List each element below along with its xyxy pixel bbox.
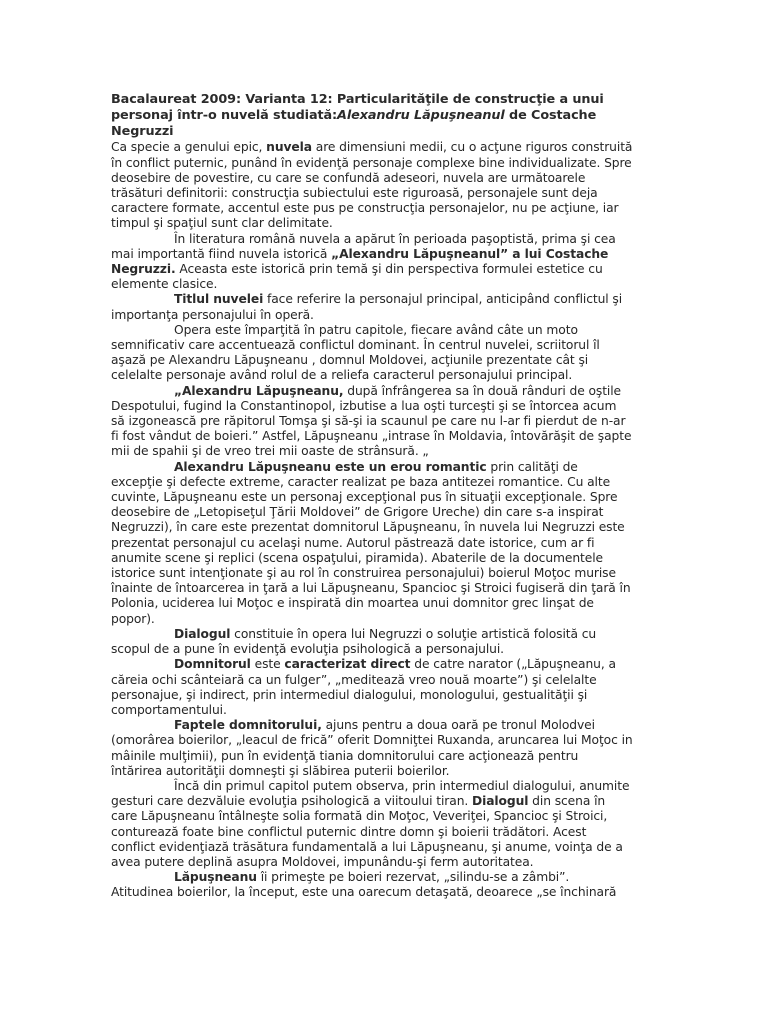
paragraph-p10 [111,779,633,870]
bold-text: nuvela [266,140,312,155]
text-run: din scena în care Lăpuşneanu întâlneşte solia formată din Moţoc, Veveriţei, Spancioc şi Stroici, conturează foate bine conflictul puternic dintre domn şi boierii trădători. Acest conflict evidenţiază trăsătura fundamentală a lui Lăpuşneanu, şi anume, voinţa de a avea putere deplină asupra Moldovei, impunându-şi ferm autoritatea. [111,794,623,869]
text-run: de catre narator („Lăpuşneanu, a căreia ochi scânteiară ca un fulger”, „meditează vreo nouă moarte”) şi celelalte personajue, şi indirect, prin intermediul dialogului, monologului, gestualităţii şi comportamentului. [111,657,616,717]
text-run: ajuns pentru a doua oară pe tronul Molodvei (omorârea boierilor, „leacul de frică” oferit Domniţtei Ruxanda, aruncarea lui Moţoc in mâinile mulţimii), pun în evidenţă tiania domnitorului care acţionează pentru întărirea autorităţii domneşti şi slăbirea puterii boierilor. [111,718,633,778]
text-run: are dimensiuni medii, cu o acţune riguros construită în conflict puternic, punând în evidenţă personaje complexe bine individualizate. Spre deosebire de povestire, cu care se confundă adeseori, nuvela are următoarele trăsături definitorii: construcţia subiectului este riguroasă, personajele sunt deja caractere formate, accentul este pus pe construcţia personajelor, nu pe acţiune, iar timpul şi spaţiul sunt clar delimitate. [111,140,633,231]
text-run: În literatura română nuvela a apărut în perioada paşoptistă, prima şi cea mai importantă fiind nuvela istorică [111,231,616,261]
text-run: Încă din primul capitol putem observa, prin intermediul dialogului, anumite gesturi care dezvăluie evoluţia psihologică a viitoului tiran. [111,778,630,809]
document-page [111,92,633,901]
text-run: după înfrângerea sa în două rânduri de oştile Despotului, fugind la Constantinopol, izbutise a lua oşti turceşti şi se întorcea acum să izgonească pre răpitorul Tomşa şi să-şi ia scaunul pe care nu l-ar fi pierdut de n-ar fi fost vândut de boieri.” Astfel, Lăpuşneanu „intrase în Moldavia, întovărăşit de şapte mii de spahii şi de vreo trei mii oaste de strânsură. „ [111,383,632,459]
text-run: Aceasta este istorică prin temă şi din perspectiva formulei estetice cu elemente clasice. [111,262,603,292]
bold-text: Dialogul [174,626,231,641]
paragraph-p8 [111,657,633,718]
paragraph-p3 [111,292,633,322]
text-run: prin calităţi de excepţie şi defecte extreme, caracter realizat pe baza antitezei romantice. Cu alte cuvinte, Lăpuşneanu este un personaj excepţional pus în situaţii excepţionale. Spre deosebire de „Letopiseţul Ţării Moldovei” de Grigore Ureche) din care s-a inspirat Negruzzi), în care este prezentat domnitorul Lăpuşneanu, în nuvela lui Negruzzi este prezentat personajul cu acelaşi nume. Autorul păstrează date istorice, cum ar fi anumite scene şi replici (scena ospaţului, piramida). Abaterile de la documentele istorice sunt intenţionate şi au rol în construirea personajului) boierul Moţoc murise înainte de întoarcerea in ţară a lui Lăpuşneanu, Spancioc şi Stroici fugiseră din ţară în Polonia, uciderea lui Moţoc e inspirată din moartea unui domnitor grec linşat de popor). [111,459,631,626]
bold-text: „Alexandru Lăpuşneanul” a lui Costache Negruzzi. [111,246,609,277]
paragraph-p11 [111,870,633,900]
title-work: Alexandru Lăpuşneanul [337,107,505,123]
bold-text: Titlul nuvelei [174,292,264,307]
text-run: constituie în opera lui Negruzzi o soluţie artistică folosită cu scopul de a pune în evidenţă evoluţia psihologică a personajului. [111,626,597,657]
paragraph-p7 [111,627,633,657]
paragraph-p5 [111,384,633,460]
text-run: Ca specie a genului epic, [111,140,267,155]
paragraph-p9 [111,718,633,779]
title-prefix: Bacalaureat 2009: Varianta 12: Particularităţile de construcţie a unui personaj într-o nuvelă studiată: [111,92,604,123]
paragraph-p6 [111,460,633,627]
bold-text: Domnitorul [174,657,251,672]
paragraph-p2 [111,232,633,293]
paragraph-p1 [111,140,633,231]
document-title [111,92,633,139]
bold-text: Alexandru Lăpuşneanu este un erou romantic [174,459,487,474]
text-run: Opera este împarţită în patru capitole, fiecare având câte un moto semnificativ care accentuează conflictul dominant. În centrul nuvelei, scriitorul îl aşază pe Alexandru Lăpuşneanu , domnul Moldovei, acţiunile prezentate cât şi celelalte personaje având rolul de a reliefa caracterul personajului principal. [111,322,600,383]
bold-text: „Alexandru Lăpuşneanu, [174,383,344,398]
text-run: este [250,657,285,672]
text-run: face referire la personajul principal, anticipând conflictul şi importanţa personajului în operă. [111,292,623,322]
title-suffix: de Costache Negruzzi [111,107,597,139]
document-body [111,140,633,900]
bold-text: Lăpuşneanu [174,870,257,885]
text-run: îi primeşte pe boieri rezervat, „silindu-se a zâmbi”. Atitudinea boierilor, la început, este una oarecum detaşată, deoarece „se închinară [111,870,617,900]
paragraph-p4 [111,323,633,384]
bold-text: caracterizat direct [284,657,411,672]
bold-text: Faptele domnitorului, [174,718,322,733]
bold-text: Dialogul [472,794,529,809]
